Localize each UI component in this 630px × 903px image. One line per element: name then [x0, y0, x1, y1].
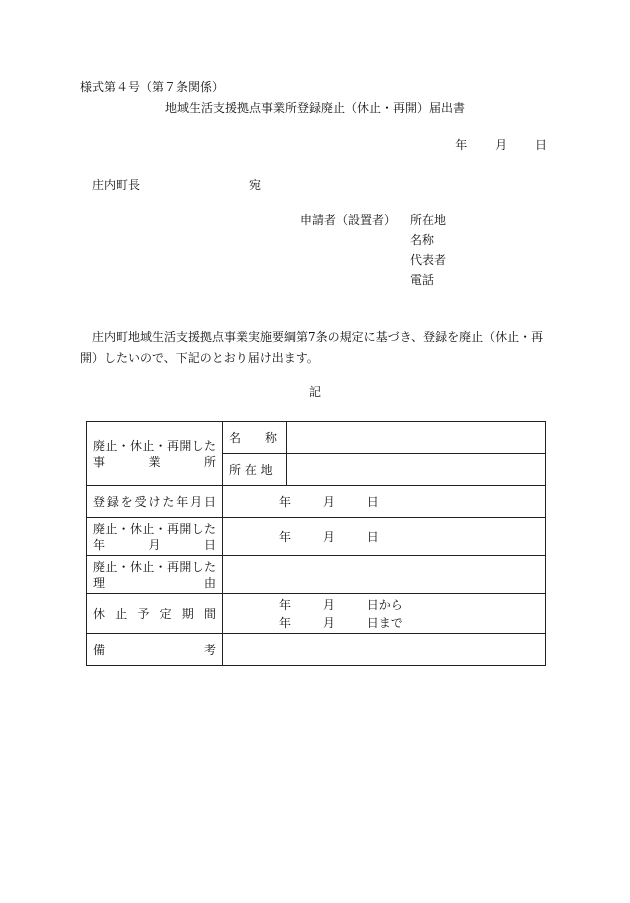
period-to [279, 614, 539, 632]
period-to-month: 月 [322, 615, 335, 630]
registered-year-label: 年 [279, 494, 292, 509]
table-row [87, 556, 546, 594]
submission-date [455, 138, 547, 152]
office-address-field[interactable] [287, 454, 546, 486]
document-title: 地域生活支援拠点事業所登録廃止（休止・再開）届出書 [164, 101, 465, 115]
change-day-label: 日 [366, 529, 379, 544]
remarks-field[interactable] [223, 634, 546, 666]
change-date-label-cell [87, 518, 223, 556]
period-to-day: 日まで [366, 615, 403, 630]
registered-month-label: 月 [322, 494, 335, 509]
addressee-suffix: 宛 [249, 178, 262, 192]
notification-table [86, 421, 546, 666]
change-date-field[interactable] [223, 518, 546, 556]
office-label-line2: 事 業 所 [93, 454, 216, 469]
body-text: 庄内町地域生活支援拠点事業実施要綱第7条の規定に基づき、登録を廃止（休止・再開）したいので、下記のとおり届け出ます。 [80, 330, 544, 365]
applicant-representative-label: 代表者 [410, 253, 447, 267]
change-date-label-line2: 年 月 日 [93, 537, 216, 552]
period-from-month: 月 [322, 597, 335, 612]
period-label: 休止予定期間 [87, 594, 223, 634]
date-year-label: 年 [455, 138, 468, 152]
period-from-year: 年 [279, 597, 292, 612]
period-to-year: 年 [279, 615, 292, 630]
applicant-name-label: 名称 [410, 233, 435, 247]
change-year-label: 年 [279, 529, 292, 544]
change-month-label: 月 [322, 529, 335, 544]
reason-label-cell [87, 556, 223, 594]
office-label-line1: 廃止・休止・再開した [93, 438, 216, 453]
office-label-cell [87, 422, 223, 486]
registered-date-label: 登録を受けた年月日 [87, 486, 223, 518]
reason-label-line1: 廃止・休止・再開した [93, 559, 216, 574]
reason-label-line2: 理 由 [93, 575, 216, 590]
applicant-address-label: 所在地 [410, 213, 447, 227]
remarks-label: 備 考 [87, 634, 223, 666]
registered-day-label: 日 [366, 494, 379, 509]
body-paragraph [80, 327, 550, 369]
form-number: 様式第４号（第７条関係） [80, 80, 225, 94]
office-address-label: 所 在 地 [223, 454, 287, 486]
registered-date-field[interactable] [223, 486, 546, 518]
period-from [279, 596, 539, 614]
date-day-label: 日 [534, 138, 547, 152]
table-row [87, 518, 546, 556]
date-month-label: 月 [495, 138, 508, 152]
addressee-name: 庄内町長 [92, 178, 141, 192]
table-row [87, 486, 546, 518]
change-date-label-line1: 廃止・休止・再開した [93, 521, 216, 536]
office-name-field[interactable] [287, 422, 546, 454]
reason-field[interactable] [223, 556, 546, 594]
applicant-phone-label: 電話 [410, 273, 435, 287]
period-from-day: 日から [366, 597, 403, 612]
table-row [87, 634, 546, 666]
applicant-fields [410, 213, 446, 293]
applicant-label: 申請者（設置者） [300, 213, 397, 227]
ki-heading: 記 [308, 385, 321, 399]
office-name-label: 名 称 [223, 422, 287, 454]
table-row [87, 422, 546, 454]
period-field[interactable] [223, 594, 546, 634]
table-row [87, 594, 546, 634]
